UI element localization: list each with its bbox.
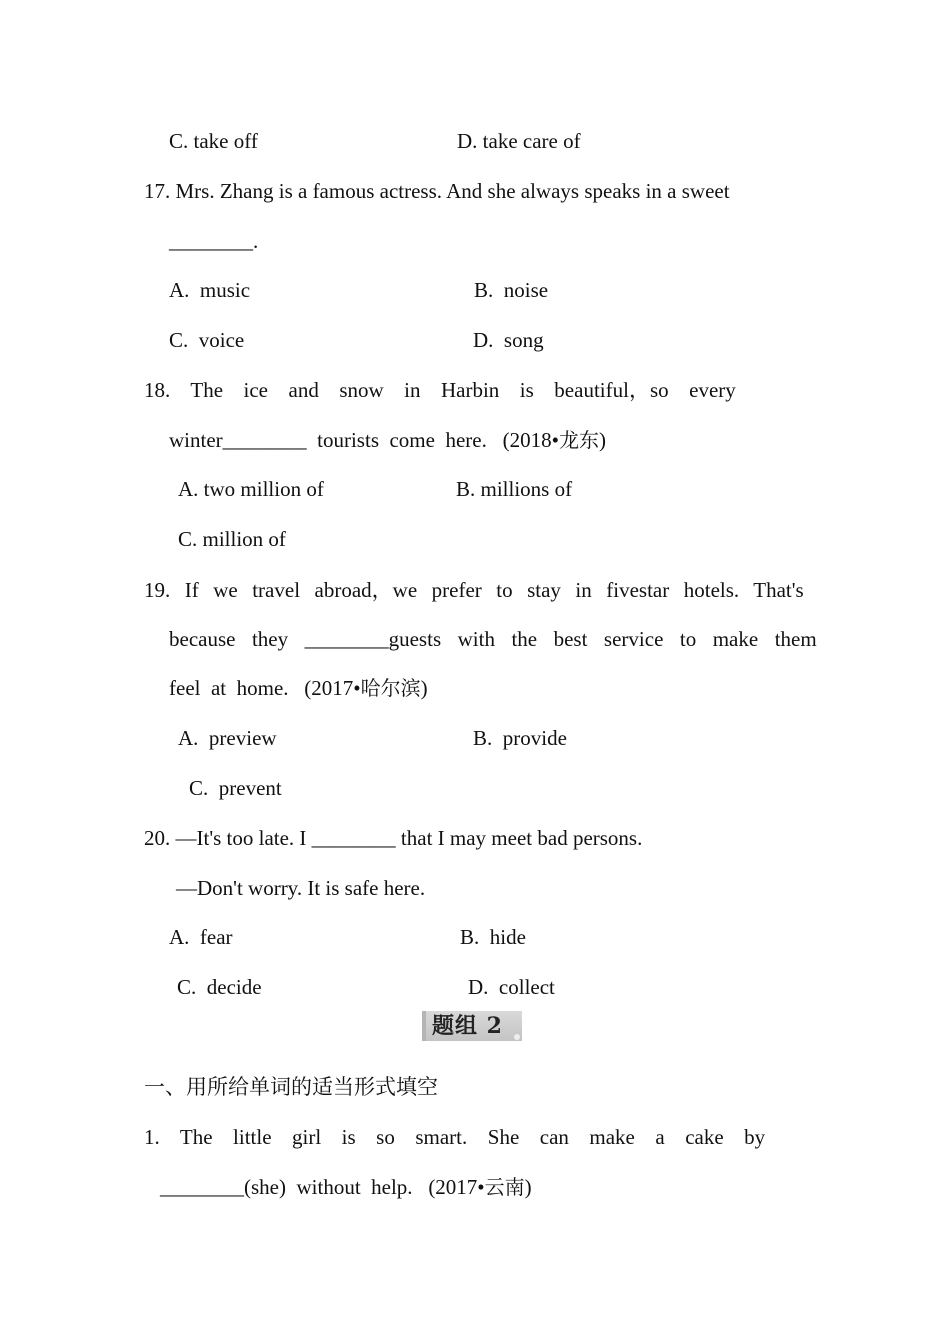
source-place: 龙东	[558, 428, 599, 452]
question-20-text: 20. —It's too late. I ________ that I may meet bad persons.	[144, 826, 643, 850]
option-d: D. song	[473, 328, 544, 352]
option-d: D. take care of	[457, 129, 581, 153]
question-17-text: 17. Mrs. Zhang is a famous actress. And she always speaks in a sweet	[144, 179, 730, 203]
question-1-line2	[160, 1174, 532, 1200]
question-18-line2	[169, 427, 606, 453]
option-c: C. voice	[169, 328, 245, 352]
question-18-blank-line: winter________ tourists come here.	[169, 428, 487, 452]
source-end: )	[598, 428, 606, 452]
source-year: (2017•	[428, 1175, 485, 1199]
option-b: B. millions of	[456, 477, 573, 501]
option-d: D. collect	[468, 975, 555, 999]
question-19-text: 19. If we travel abroad，we prefer to stay in fivestar hotels. That's	[144, 578, 804, 602]
source-place: 云南	[484, 1175, 525, 1199]
source-year: (2017•	[304, 676, 361, 700]
source-place: 哈尔滨	[360, 676, 421, 700]
question-19-line3-text: feel at home.	[169, 676, 289, 700]
source-end: )	[420, 676, 428, 700]
group-badge-label: 题组 2	[432, 1013, 503, 1039]
option-c: C. prevent	[189, 776, 282, 800]
question-19-line2: because they ________guests with the best service to make them	[169, 627, 817, 651]
option-c: C. take off	[169, 129, 258, 153]
group-badge	[422, 1011, 522, 1041]
option-c: C. million of	[178, 527, 286, 551]
source-end: )	[524, 1175, 532, 1199]
option-a: A. fear	[169, 925, 233, 949]
option-b: B. hide	[460, 925, 526, 949]
badge-dot-icon	[514, 1034, 520, 1040]
question-17-blank: ________.	[169, 229, 259, 253]
option-b: B. provide	[473, 726, 567, 750]
option-a: A. two million of	[178, 477, 324, 501]
option-b: B. noise	[474, 278, 549, 302]
question-19-line3	[169, 675, 428, 701]
option-a: A. preview	[178, 726, 277, 750]
option-c: C. decide	[177, 975, 262, 999]
option-a: A. music	[169, 278, 251, 302]
section-heading: 一、用所给单词的适当形式填空	[144, 1075, 438, 1099]
question-1-text: 1. The little girl is so smart. She can make a cake by	[144, 1125, 766, 1149]
question-1-blank-line: ________(she) without help.	[160, 1175, 413, 1199]
question-18-text: 18. The ice and snow in Harbin is beautiful，so every	[144, 378, 736, 402]
source-year: (2018•	[502, 428, 559, 452]
question-20-reply: —Don't worry. It is safe here.	[176, 876, 426, 900]
